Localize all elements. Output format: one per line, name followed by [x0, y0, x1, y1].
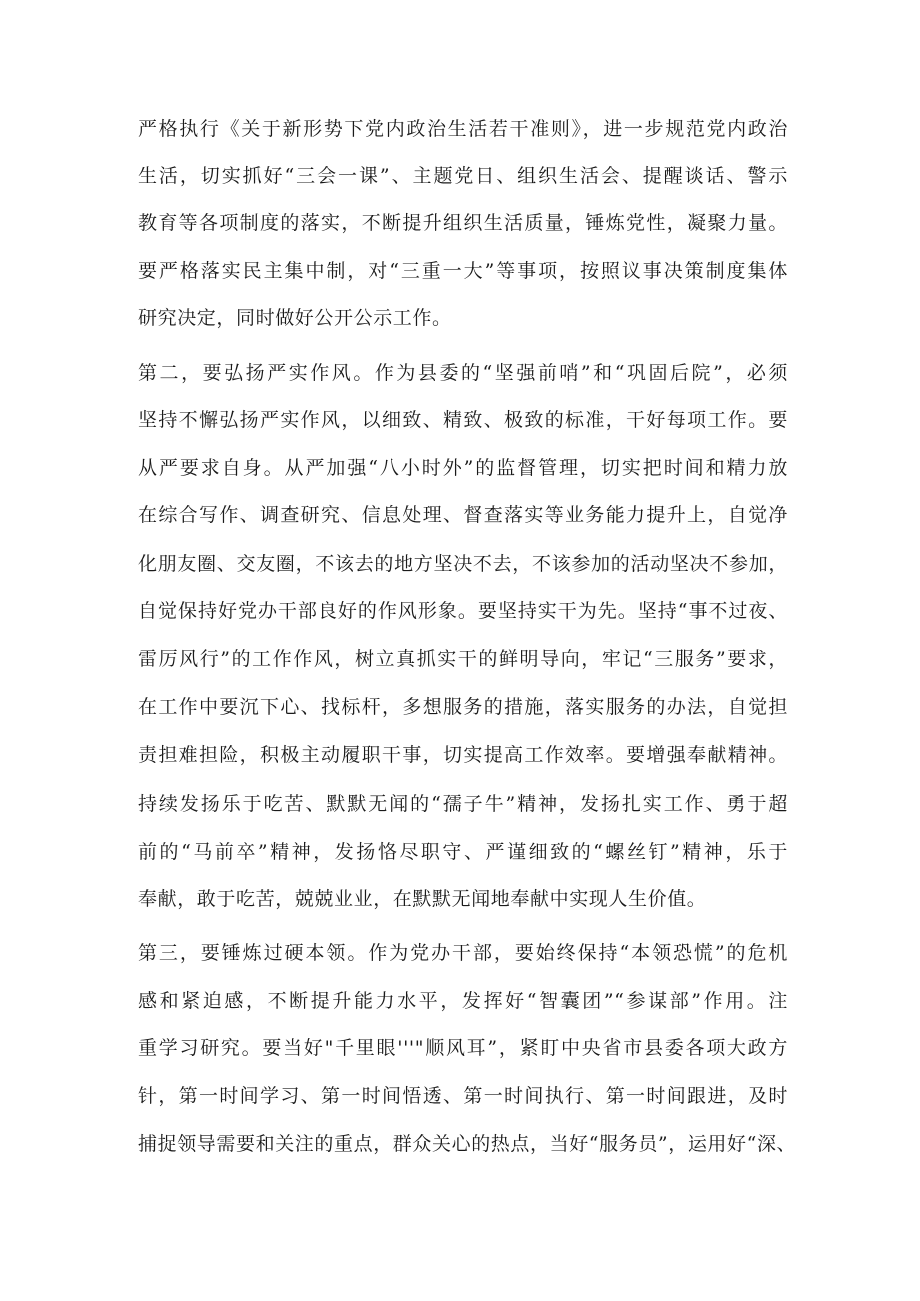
text-line: 在工作中要沉下心、找标杆，多想服务的措施，落实服务的办法，自觉担 [138, 696, 788, 718]
text-line: 感和紧迫感，不断提升能力水平，发挥好“智囊团”“参谋部”作用。注 [138, 990, 788, 1012]
text-line: 要严格落实民主集中制，对“三重一大”等事项，按照议事决策制度集体 [138, 260, 788, 282]
text-line: 生活，切实抓好“三会一课”、主题党日、组织生活会、提醒谈话、警示 [138, 165, 788, 187]
text-line: 捕捉领导需要和关注的重点，群众关心的热点，当好“服务员”，运用好“深、 [138, 1133, 797, 1155]
text-line: 针，第一时间学习、第一时间悟透、第一时间执行、第一时间跟进，及时 [138, 1085, 788, 1107]
text-line: 第二，要弘扬严实作风。作为县委的“坚强前哨”和“巩固后院”，必须 [138, 362, 788, 384]
text-line: 责担难担险，积极主动履职干事，切实提高工作效率。要增强奉献精神。 [138, 744, 788, 766]
text-line: 在综合写作、调查研究、信息处理、督查落实等业务能力提升上，自觉净 [138, 504, 788, 526]
text-line: 雷厉风行”的工作作风，树立真抓实干的鲜明导向，牢记“三服务”要求， [138, 648, 788, 670]
text-line: 化朋友圈、交友圈，不该去的地方坚决不去，不该参加的活动坚决不参加， [138, 553, 788, 575]
text-line: 重学习研究。要当好"千里眼'''"顺风耳”，紧盯中央省市县委各项大政方 [138, 1037, 788, 1059]
text-line: 严格执行《关于新形势下党内政治生活若干准则》，进一步规范党内政治 [138, 118, 788, 140]
text-line: 奉献，敢于吃苦，兢兢业业，在默默无闻地奉献中实现人生价值。 [138, 888, 707, 910]
text-line: 从严要求自身。从严加强“八小时外”的监督管理，切实把时间和精力放 [138, 457, 788, 479]
text-line: 第三，要锤炼过硬本领。作为党办干部，要始终保持“本领恐慌”的危机 [138, 942, 788, 964]
text-line: 前的“马前卒”精神，发扬恪尽职守、严谨细致的“螺丝钉”精神，乐于 [138, 841, 788, 863]
text-line: 持续发扬乐于吃苦、默默无闻的“孺子牛”精神，发扬扎实工作、勇于超 [138, 793, 788, 815]
text-line: 教育等各项制度的落实，不断提升组织生活质量，锤炼党性，凝聚力量。 [138, 212, 788, 234]
text-line: 坚持不懈弘扬严实作风，以细致、精致、极致的标准，干好每项工作。要 [138, 409, 788, 431]
text-line: 研究决定，同时做好公开公示工作。 [138, 307, 452, 329]
text-line: 自觉保持好党办干部良好的作风形象。要坚持实干为先。坚持“事不过夜、 [138, 600, 788, 622]
